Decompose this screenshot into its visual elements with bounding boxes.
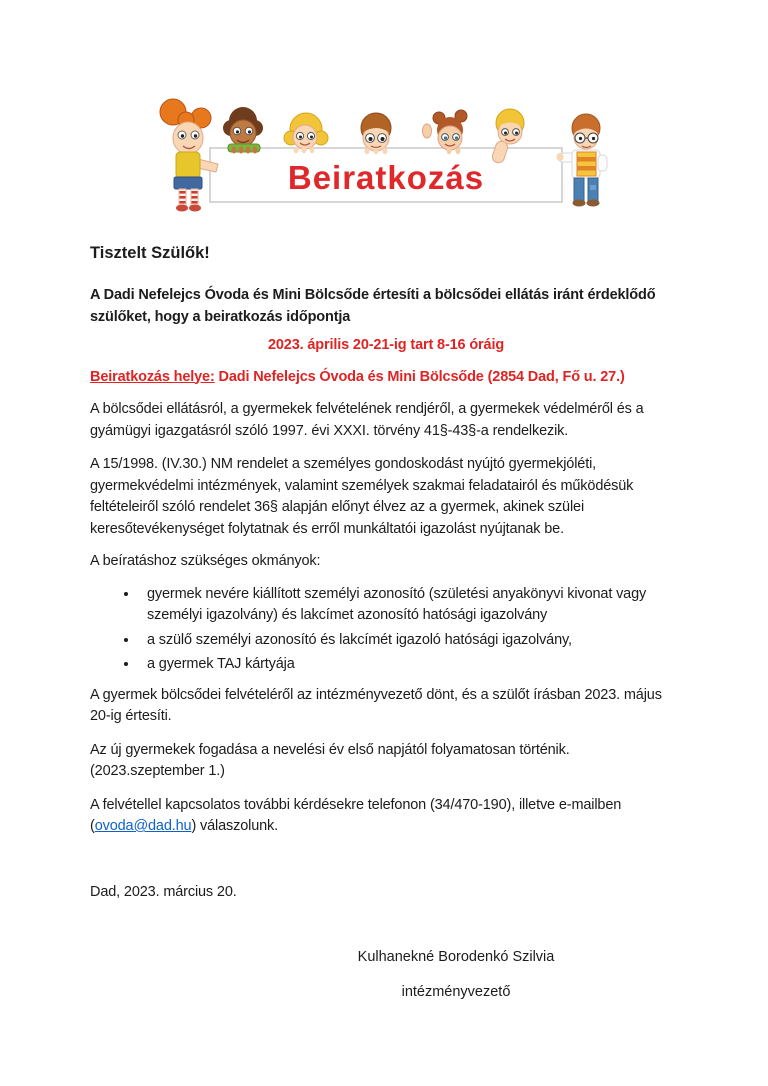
signature-name: Kulhanekné Borodenkó Szilvia <box>357 949 555 965</box>
intro-paragraph: A Dadi Nefelejcs Óvoda és Mini Bölcsőde értesíti a bölcsődei ellátás iránt érdeklődő szülőket, hogy a beiratkozás időpontja <box>90 287 656 325</box>
girl-blonde <box>284 113 328 153</box>
place-label: Beiratkozás helye: <box>90 368 215 385</box>
signature-block <box>306 947 606 1003</box>
law-paragraph: A bölcsődei ellátásról, a gyermekek felvételének rendjéről, a gyermekek védelméről és a gyámügyi igazgatásról szóló 1997. évi XXXI. törvény 41§-43§-a rendelkezik. <box>90 401 644 439</box>
document-content <box>90 0 682 1003</box>
decree-paragraph: A 15/1998. (IV.30.) NM rendelet a személyes gondoskodást nyújtó gyermekjóléti, gyermekvédelmi intézmények, valamint személyek szakmai feladatairól és működésük feltételeiről szóló rendelet 36§ alapján előnyt élvez az a gyermek, akinek szülei keresőtevékenységet folytatnak és erről munkáltatói igazolást nyújtanak be. <box>90 456 634 537</box>
greeting-heading: Tisztelt Szülők! <box>90 244 210 262</box>
documents-list <box>90 584 682 676</box>
banner-text: Beiratkozás <box>287 159 485 196</box>
boy-dark-skin <box>223 107 263 154</box>
list-item: • gyermek nevére kiállított személyi azonosító (születési anyakönyvi kivonat vagy személyi igazolvány) és lakcímet azonosító hatósági igazolvány <box>139 584 682 627</box>
documents-heading: A beíratáshoz szükséges okmányok: <box>90 553 321 569</box>
enrollment-place-line <box>90 367 682 389</box>
enrollment-date-line: 2023. április 20-21-ig tart 8-16 óráig <box>267 337 505 353</box>
list-item: • a gyermek TAJ kártyája <box>139 654 682 676</box>
boy-glasses-vest <box>557 114 608 207</box>
contact-text-after: ) válaszolunk. <box>191 818 279 834</box>
dateline: Dad, 2023. március 20. <box>90 883 237 900</box>
contact-paragraph <box>90 795 682 838</box>
list-item: • a szülő személyi azonosító és lakcímét igazoló hatósági igazolvány, <box>139 630 682 652</box>
email-link[interactable]: ovoda@dad.hu <box>94 818 192 834</box>
decision-paragraph: A gyermek bölcsődei felvételéről az intézményvezető dönt, és a szülőt írásban 2023. május 20-ig értesíti. <box>90 686 662 724</box>
signature-title: intézményvezető <box>401 983 511 1000</box>
children-banner-svg <box>148 95 620 213</box>
contact-text-before: A felvétellel kapcsolatos további kérdésekre telefonon (34/470-190), illetve e-mailben ( <box>90 796 622 834</box>
children-banner-illustration <box>148 95 620 213</box>
place-value: Dadi Nefelejcs Óvoda és Mini Bölcsőde (2854 Dad, Fő u. 27.) <box>214 368 625 385</box>
start-paragraph: Az új gyermekek fogadása a nevelési év első napjától folyamatosan történik. (2023.szeptember 1.) <box>90 741 570 779</box>
